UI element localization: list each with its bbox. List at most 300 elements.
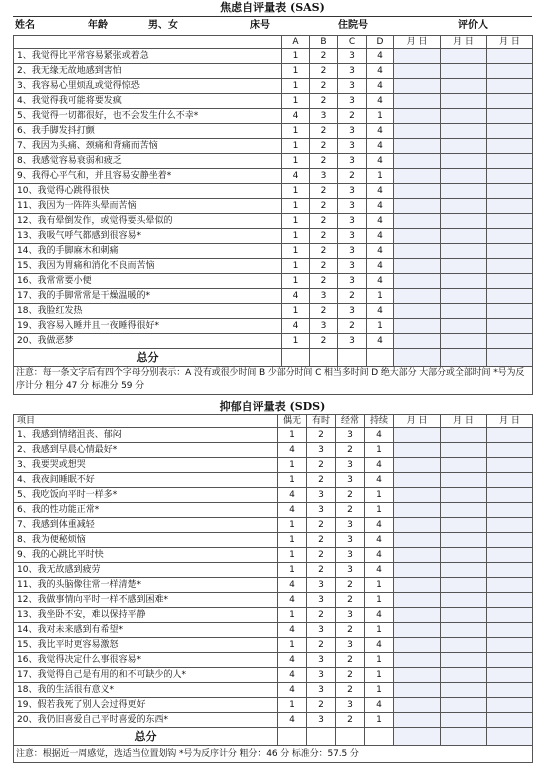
sas-date-entry-cell[interactable]	[441, 334, 487, 349]
sas-score-cell[interactable]: 4	[282, 169, 310, 184]
sds-date-entry-cell[interactable]	[441, 533, 487, 548]
sas-date-entry-cell[interactable]	[394, 244, 441, 259]
sas-date-entry-cell[interactable]	[394, 109, 441, 124]
sas-date-entry-cell[interactable]	[441, 184, 487, 199]
sds-score-cell[interactable]: 1	[365, 503, 394, 518]
sds-score-cell[interactable]: 4	[365, 428, 394, 443]
sds-date-entry-cell[interactable]	[487, 443, 533, 458]
sds-score-cell[interactable]: 1	[278, 533, 307, 548]
sas-score-cell[interactable]: 3	[310, 289, 338, 304]
sas-score-cell[interactable]: 3	[338, 49, 367, 64]
sas-score-cell[interactable]: 2	[310, 214, 338, 229]
sas-date-entry-cell[interactable]	[441, 274, 487, 289]
sds-score-cell[interactable]: 3	[336, 548, 365, 563]
sds-score-cell[interactable]: 3	[307, 668, 336, 683]
sds-date-entry-cell[interactable]	[394, 668, 441, 683]
sas-date-entry-cell[interactable]	[441, 169, 487, 184]
sas-score-cell[interactable]: 4	[367, 139, 394, 154]
sas-score-cell[interactable]: 4	[367, 259, 394, 274]
sas-score-cell[interactable]: 2	[310, 244, 338, 259]
sas-date-entry-cell[interactable]	[394, 289, 441, 304]
sas-score-cell[interactable]: 4	[367, 304, 394, 319]
sas-score-cell[interactable]: 3	[338, 199, 367, 214]
sds-date-entry-cell[interactable]	[441, 638, 487, 653]
sds-date-entry-cell[interactable]	[394, 593, 441, 608]
sas-date-entry-cell[interactable]	[441, 154, 487, 169]
sas-score-cell[interactable]: 3	[310, 169, 338, 184]
sas-score-cell[interactable]: 3	[338, 274, 367, 289]
sas-date-entry-cell[interactable]	[487, 214, 533, 229]
sas-date-entry-cell[interactable]	[487, 154, 533, 169]
sds-score-cell[interactable]: 2	[336, 503, 365, 518]
sds-score-cell[interactable]: 2	[307, 428, 336, 443]
sas-date-entry-cell[interactable]	[487, 229, 533, 244]
sds-date-entry-cell[interactable]	[441, 563, 487, 578]
sas-date-entry-cell[interactable]	[487, 109, 533, 124]
sds-score-cell[interactable]: 3	[307, 683, 336, 698]
sas-date-entry-cell[interactable]	[487, 169, 533, 184]
sas-score-cell[interactable]: 2	[338, 169, 367, 184]
sas-score-cell[interactable]: 3	[338, 304, 367, 319]
sas-header-d: D	[367, 36, 394, 49]
sas-header-b: B	[310, 36, 338, 49]
sds-date-entry-cell[interactable]	[394, 698, 441, 713]
sds-date-entry-cell[interactable]	[441, 443, 487, 458]
sds-score-cell[interactable]: 4	[365, 638, 394, 653]
sas-score-cell[interactable]: 1	[282, 304, 310, 319]
sas-date-entry-cell[interactable]	[441, 304, 487, 319]
sds-date-entry-cell[interactable]	[441, 548, 487, 563]
sas-score-cell[interactable]: 2	[310, 124, 338, 139]
sds-score-cell[interactable]: 2	[307, 458, 336, 473]
sds-score-cell[interactable]: 1	[365, 713, 394, 728]
sds-row	[14, 608, 533, 623]
sds-score-cell[interactable]: 4	[278, 503, 307, 518]
sds-score-cell[interactable]: 3	[336, 638, 365, 653]
sas-score-cell[interactable]: 2	[310, 79, 338, 94]
sds-score-cell[interactable]: 3	[336, 473, 365, 488]
sas-score-cell[interactable]: 4	[367, 124, 394, 139]
sds-score-cell[interactable]: 1	[278, 563, 307, 578]
sas-date-entry-cell[interactable]	[441, 319, 487, 334]
sas-date-entry-cell[interactable]	[394, 319, 441, 334]
sds-score-cell[interactable]: 1	[365, 443, 394, 458]
sds-date-entry-cell[interactable]	[487, 563, 533, 578]
sas-date-entry-cell[interactable]	[441, 229, 487, 244]
sds-date-entry-cell[interactable]	[487, 623, 533, 638]
sds-question: 5、我吃饭向平时一样多*	[14, 488, 278, 503]
sas-date-entry-cell[interactable]	[394, 214, 441, 229]
sas-score-cell[interactable]: 1	[282, 124, 310, 139]
sas-score-cell[interactable]: 3	[338, 154, 367, 169]
sds-date-entry-cell[interactable]	[441, 593, 487, 608]
sas-date-entry-cell[interactable]	[487, 124, 533, 139]
sds-score-cell[interactable]: 2	[336, 683, 365, 698]
sds-total-date-cell[interactable]	[441, 728, 487, 746]
sds-date-entry-cell[interactable]	[394, 533, 441, 548]
sds-date-entry-cell[interactable]	[441, 608, 487, 623]
sds-date-entry-cell[interactable]	[487, 518, 533, 533]
sas-score-cell[interactable]: 1	[367, 289, 394, 304]
sds-score-cell[interactable]: 2	[307, 698, 336, 713]
sds-date-entry-cell[interactable]	[441, 458, 487, 473]
sas-date-entry-cell[interactable]	[441, 244, 487, 259]
sds-score-cell[interactable]: 1	[278, 428, 307, 443]
sas-score-cell[interactable]: 3	[338, 124, 367, 139]
sds-date-entry-cell[interactable]	[487, 548, 533, 563]
sas-total-date-cell[interactable]	[487, 349, 533, 367]
sds-date-entry-cell[interactable]	[394, 503, 441, 518]
sas-date-entry-cell[interactable]	[394, 274, 441, 289]
sds-score-cell[interactable]: 1	[278, 473, 307, 488]
sas-score-cell[interactable]: 2	[310, 184, 338, 199]
sas-date-entry-cell[interactable]	[441, 259, 487, 274]
sds-total-date-cell[interactable]	[487, 728, 533, 746]
sas-date-entry-cell[interactable]	[394, 259, 441, 274]
sds-date-entry-cell[interactable]	[394, 473, 441, 488]
sas-total-date-cell[interactable]	[441, 349, 487, 367]
sds-score-cell[interactable]: 1	[278, 458, 307, 473]
sds-date-entry-cell[interactable]	[487, 503, 533, 518]
sas-date-entry-cell[interactable]	[487, 49, 533, 64]
sas-score-cell[interactable]: 2	[310, 229, 338, 244]
sas-score-cell[interactable]: 1	[367, 319, 394, 334]
sds-date-entry-cell[interactable]	[487, 458, 533, 473]
sas-score-cell[interactable]: 4	[367, 214, 394, 229]
sds-date-entry-cell[interactable]	[394, 653, 441, 668]
sas-score-cell[interactable]: 3	[338, 64, 367, 79]
sas-score-cell[interactable]: 1	[282, 334, 310, 349]
sds-score-cell[interactable]: 3	[336, 533, 365, 548]
sds-score-cell[interactable]: 2	[336, 443, 365, 458]
sas-score-cell[interactable]: 3	[338, 214, 367, 229]
sas-score-cell[interactable]: 2	[310, 139, 338, 154]
sds-score-cell[interactable]: 4	[365, 473, 394, 488]
sas-row	[14, 94, 533, 109]
sds-score-cell[interactable]: 4	[278, 443, 307, 458]
sas-date-entry-cell[interactable]	[441, 124, 487, 139]
sds-score-cell[interactable]: 1	[365, 488, 394, 503]
sds-date-entry-cell[interactable]	[487, 638, 533, 653]
sas-date-entry-cell[interactable]	[394, 169, 441, 184]
sas-score-cell[interactable]: 2	[338, 109, 367, 124]
sds-date-entry-cell[interactable]	[394, 548, 441, 563]
sas-score-cell[interactable]: 1	[282, 259, 310, 274]
sas-score-cell[interactable]: 1	[282, 199, 310, 214]
sds-score-cell[interactable]: 2	[307, 563, 336, 578]
sds-date-entry-cell[interactable]	[441, 653, 487, 668]
sds-score-cell[interactable]: 4	[365, 608, 394, 623]
sds-date-entry-cell[interactable]	[487, 683, 533, 698]
sds-score-cell[interactable]: 2	[307, 548, 336, 563]
sds-date-entry-cell[interactable]	[441, 518, 487, 533]
sds-score-cell[interactable]: 3	[307, 503, 336, 518]
sds-note: 注意：根据近一周感觉，选适当位置划钩 *号为反序计分 粗分：46 分 标准分：57.5 分	[14, 746, 533, 763]
sds-score-cell[interactable]: 2	[336, 578, 365, 593]
sas-date-entry-cell[interactable]	[394, 79, 441, 94]
sds-date-entry-cell[interactable]	[394, 488, 441, 503]
sds-date-entry-cell[interactable]	[487, 698, 533, 713]
sds-date-entry-cell[interactable]	[441, 488, 487, 503]
sds-score-cell[interactable]: 3	[307, 653, 336, 668]
sds-date-entry-cell[interactable]	[441, 683, 487, 698]
sds-score-cell[interactable]: 3	[336, 563, 365, 578]
sas-score-cell[interactable]: 2	[338, 319, 367, 334]
sas-date-entry-cell[interactable]	[441, 94, 487, 109]
sas-date-entry-cell[interactable]	[487, 259, 533, 274]
sds-score-cell[interactable]: 4	[365, 458, 394, 473]
sas-score-cell[interactable]: 3	[338, 334, 367, 349]
sds-score-cell[interactable]: 3	[307, 488, 336, 503]
sas-date-entry-cell[interactable]	[394, 64, 441, 79]
sds-score-cell[interactable]: 2	[307, 608, 336, 623]
sas-score-cell[interactable]: 2	[310, 274, 338, 289]
sds-date-entry-cell[interactable]	[394, 428, 441, 443]
sas-score-cell[interactable]: 1	[282, 214, 310, 229]
sds-date-entry-cell[interactable]	[441, 473, 487, 488]
sas-score-cell[interactable]: 3	[338, 94, 367, 109]
sds-score-cell[interactable]: 3	[336, 428, 365, 443]
sas-score-cell[interactable]: 4	[282, 109, 310, 124]
sds-score-cell[interactable]: 1	[278, 518, 307, 533]
sas-score-cell[interactable]: 2	[310, 64, 338, 79]
sas-date-entry-cell[interactable]	[487, 319, 533, 334]
sds-total-date-cell[interactable]	[394, 728, 441, 746]
sas-score-cell[interactable]: 2	[310, 199, 338, 214]
sas-date-entry-cell[interactable]	[487, 334, 533, 349]
sas-date-entry-cell[interactable]	[394, 139, 441, 154]
sas-date-entry-cell[interactable]	[441, 49, 487, 64]
sds-score-cell[interactable]: 3	[336, 608, 365, 623]
sds-date-entry-cell[interactable]	[487, 578, 533, 593]
sds-date-entry-cell[interactable]	[487, 713, 533, 728]
sas-date-entry-cell[interactable]	[487, 139, 533, 154]
sas-score-cell[interactable]: 3	[310, 319, 338, 334]
sas-title: 焦虑自评量表 (SAS)	[220, 1, 325, 14]
sas-date-entry-cell[interactable]	[487, 184, 533, 199]
sas-score-cell[interactable]: 2	[310, 334, 338, 349]
sas-score-cell[interactable]: 1	[282, 244, 310, 259]
sds-score-cell[interactable]: 4	[278, 593, 307, 608]
sas-score-cell[interactable]: 1	[282, 79, 310, 94]
sds-score-cell[interactable]: 4	[278, 623, 307, 638]
sas-total-cell	[367, 349, 394, 367]
sds-score-cell[interactable]: 1	[278, 638, 307, 653]
sas-score-cell[interactable]: 1	[282, 154, 310, 169]
sas-score-cell[interactable]: 3	[338, 229, 367, 244]
sds-score-cell[interactable]: 3	[307, 593, 336, 608]
sas-score-cell[interactable]: 4	[367, 244, 394, 259]
sds-score-cell[interactable]: 2	[307, 518, 336, 533]
sas-score-cell[interactable]: 4	[367, 334, 394, 349]
sds-score-cell[interactable]: 1	[278, 608, 307, 623]
sds-score-cell[interactable]: 2	[336, 653, 365, 668]
sas-date-entry-cell[interactable]	[394, 124, 441, 139]
sas-date-entry-cell[interactable]	[394, 184, 441, 199]
sas-date-entry-cell[interactable]	[394, 304, 441, 319]
sas-score-cell[interactable]: 1	[282, 139, 310, 154]
sds-date-entry-cell[interactable]	[394, 518, 441, 533]
sas-date-entry-cell[interactable]	[487, 289, 533, 304]
sds-score-cell[interactable]: 2	[307, 473, 336, 488]
sas-row	[14, 319, 533, 334]
sas-date-entry-cell[interactable]	[441, 139, 487, 154]
sds-score-cell[interactable]: 3	[336, 458, 365, 473]
sas-score-cell[interactable]: 4	[282, 289, 310, 304]
sds-date-entry-cell[interactable]	[487, 428, 533, 443]
sds-score-cell[interactable]: 1	[365, 683, 394, 698]
sas-score-cell[interactable]: 2	[338, 289, 367, 304]
sds-score-cell[interactable]: 1	[278, 698, 307, 713]
sas-date-entry-cell[interactable]	[487, 79, 533, 94]
sas-score-cell[interactable]: 3	[338, 139, 367, 154]
sds-score-cell[interactable]: 3	[307, 713, 336, 728]
sds-date-entry-cell[interactable]	[441, 623, 487, 638]
sds-date-entry-cell[interactable]	[394, 623, 441, 638]
sds-date-entry-cell[interactable]	[394, 563, 441, 578]
sas-question: 18、我脸红发热	[14, 304, 282, 319]
sds-score-cell[interactable]: 2	[307, 638, 336, 653]
sds-score-cell[interactable]: 2	[336, 488, 365, 503]
sas-question: 10、我觉得心跳得很快	[14, 184, 282, 199]
sas-date-entry-cell[interactable]	[394, 229, 441, 244]
sas-score-cell[interactable]: 4	[367, 154, 394, 169]
sds-score-cell[interactable]: 4	[365, 548, 394, 563]
sas-score-cell[interactable]: 4	[367, 94, 394, 109]
sas-date-entry-cell[interactable]	[487, 64, 533, 79]
sas-score-cell[interactable]: 3	[338, 79, 367, 94]
sds-score-cell[interactable]: 1	[365, 593, 394, 608]
sds-date-entry-cell[interactable]	[394, 713, 441, 728]
sas-date-entry-cell[interactable]	[394, 49, 441, 64]
sas-score-cell[interactable]: 1	[367, 169, 394, 184]
sas-date-entry-cell[interactable]	[487, 199, 533, 214]
sas-score-cell[interactable]: 2	[310, 49, 338, 64]
sas-total-date-cell[interactable]	[394, 349, 441, 367]
sds-date-entry-cell[interactable]	[441, 503, 487, 518]
sds-score-cell[interactable]: 4	[365, 698, 394, 713]
sas-date-entry-cell[interactable]	[441, 289, 487, 304]
sds-date-entry-cell[interactable]	[394, 638, 441, 653]
sds-score-cell[interactable]: 4	[365, 563, 394, 578]
sas-score-cell[interactable]: 2	[310, 94, 338, 109]
sds-score-cell[interactable]: 1	[365, 578, 394, 593]
sas-score-cell[interactable]: 1	[282, 229, 310, 244]
sas-score-cell[interactable]: 4	[367, 64, 394, 79]
sas-score-cell[interactable]: 1	[367, 109, 394, 124]
sas-row	[14, 214, 533, 229]
sds-date-entry-cell[interactable]	[441, 428, 487, 443]
field-admission-label: 住院号	[338, 20, 368, 31]
sds-header-date-3: 月 日	[487, 415, 533, 428]
sas-score-cell[interactable]: 4	[367, 184, 394, 199]
sds-date-entry-cell[interactable]	[394, 608, 441, 623]
sds-score-cell[interactable]: 2	[336, 713, 365, 728]
sds-date-entry-cell[interactable]	[441, 698, 487, 713]
sas-score-cell[interactable]: 2	[310, 304, 338, 319]
sds-date-entry-cell[interactable]	[394, 458, 441, 473]
sds-score-cell[interactable]: 3	[307, 443, 336, 458]
sds-score-cell[interactable]: 4	[278, 713, 307, 728]
sds-date-entry-cell[interactable]	[394, 443, 441, 458]
sds-score-cell[interactable]: 4	[278, 683, 307, 698]
sas-date-entry-cell[interactable]	[487, 274, 533, 289]
sds-score-cell[interactable]: 4	[278, 488, 307, 503]
sds-score-cell[interactable]: 3	[336, 518, 365, 533]
sds-score-cell[interactable]: 1	[365, 623, 394, 638]
sas-date-entry-cell[interactable]	[487, 244, 533, 259]
sas-date-entry-cell[interactable]	[394, 199, 441, 214]
sds-score-cell[interactable]: 2	[336, 593, 365, 608]
sds-date-entry-cell[interactable]	[487, 608, 533, 623]
sds-date-entry-cell[interactable]	[487, 653, 533, 668]
sds-score-cell[interactable]: 2	[336, 623, 365, 638]
sds-score-cell[interactable]: 1	[278, 548, 307, 563]
sds-score-cell[interactable]: 2	[336, 668, 365, 683]
sds-date-entry-cell[interactable]	[441, 668, 487, 683]
sds-score-cell[interactable]: 4	[278, 668, 307, 683]
sas-date-entry-cell[interactable]	[487, 304, 533, 319]
sds-score-cell[interactable]: 2	[307, 533, 336, 548]
sds-date-entry-cell[interactable]	[487, 593, 533, 608]
sas-date-entry-cell[interactable]	[441, 214, 487, 229]
sas-score-cell[interactable]: 1	[282, 274, 310, 289]
sas-score-cell[interactable]: 3	[338, 259, 367, 274]
sds-score-cell[interactable]: 4	[278, 653, 307, 668]
sds-date-entry-cell[interactable]	[487, 488, 533, 503]
sas-date-entry-cell[interactable]	[394, 94, 441, 109]
sds-score-cell[interactable]: 3	[307, 623, 336, 638]
sas-date-entry-cell[interactable]	[441, 199, 487, 214]
sas-score-cell[interactable]: 4	[367, 274, 394, 289]
sds-score-cell[interactable]: 1	[365, 653, 394, 668]
sas-date-entry-cell[interactable]	[441, 64, 487, 79]
sds-date-entry-cell[interactable]	[394, 578, 441, 593]
sds-score-cell[interactable]: 3	[307, 578, 336, 593]
sas-date-entry-cell[interactable]	[394, 334, 441, 349]
sds-date-entry-cell[interactable]	[487, 473, 533, 488]
sas-score-cell[interactable]: 1	[282, 94, 310, 109]
sas-score-cell[interactable]: 3	[338, 184, 367, 199]
sds-date-entry-cell[interactable]	[487, 533, 533, 548]
sas-score-cell[interactable]: 2	[310, 259, 338, 274]
sds-score-cell[interactable]: 4	[365, 518, 394, 533]
sds-score-cell[interactable]: 3	[336, 698, 365, 713]
sas-date-entry-cell[interactable]	[441, 79, 487, 94]
sas-score-cell[interactable]: 3	[338, 244, 367, 259]
sas-score-cell[interactable]: 4	[367, 229, 394, 244]
sas-score-cell[interactable]: 4	[282, 319, 310, 334]
sas-score-cell[interactable]: 2	[310, 154, 338, 169]
sas-score-cell[interactable]: 4	[367, 79, 394, 94]
sas-date-entry-cell[interactable]	[441, 109, 487, 124]
sas-date-entry-cell[interactable]	[394, 154, 441, 169]
sds-date-entry-cell[interactable]	[394, 683, 441, 698]
sds-date-entry-cell[interactable]	[487, 668, 533, 683]
sds-date-entry-cell[interactable]	[441, 713, 487, 728]
sds-score-cell[interactable]: 4	[365, 533, 394, 548]
sas-score-cell[interactable]: 1	[282, 184, 310, 199]
sas-date-entry-cell[interactable]	[487, 94, 533, 109]
sas-score-cell[interactable]: 1	[282, 49, 310, 64]
sas-score-cell[interactable]: 1	[282, 64, 310, 79]
sds-score-cell[interactable]: 1	[365, 668, 394, 683]
sds-date-entry-cell[interactable]	[441, 578, 487, 593]
sds-score-cell[interactable]: 4	[278, 578, 307, 593]
sas-score-cell[interactable]: 4	[367, 199, 394, 214]
sas-score-cell[interactable]: 4	[367, 49, 394, 64]
sas-score-cell[interactable]: 3	[310, 109, 338, 124]
